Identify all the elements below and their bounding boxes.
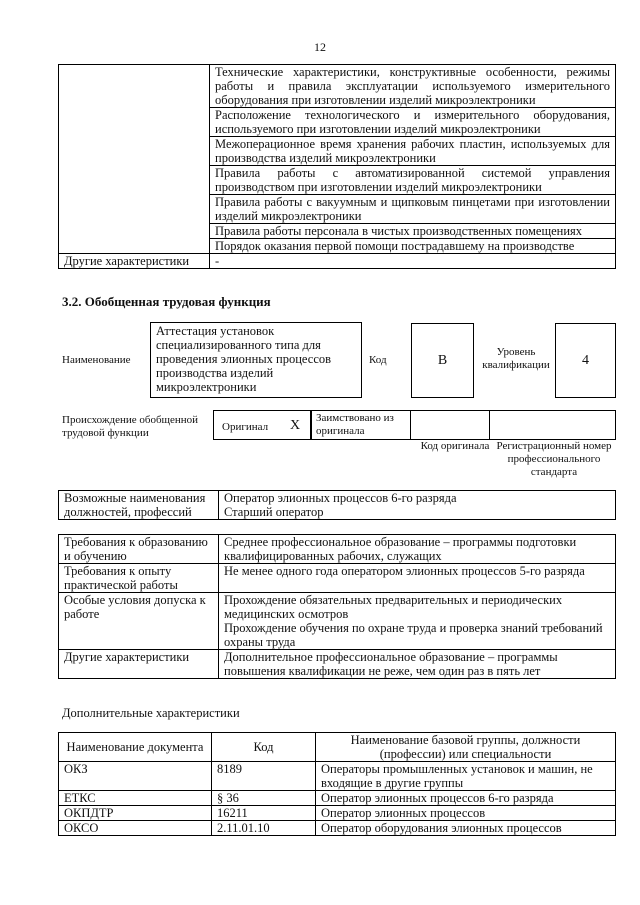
special-condition-item: Прохождение обучения по охране труда и проверка знаний требований охраны труда xyxy=(224,621,603,649)
section-title: 3.2. Обобщенная трудовая функция xyxy=(62,294,271,309)
original-label: Оригинал xyxy=(222,421,269,433)
doc-cell: ОКСО xyxy=(59,821,212,836)
origin-original-box xyxy=(213,410,311,440)
code-cell: § 36 xyxy=(212,791,316,806)
borrowed-box xyxy=(311,410,411,440)
code-box xyxy=(411,323,474,398)
special-condition-item: Прохождение обязательных предварительных и периодических медицинских осмотров xyxy=(224,593,563,621)
borrowed-label: Заимствовано из оригинала xyxy=(316,412,394,437)
header-code: Код xyxy=(212,733,316,762)
positions-label: Возможные наименования должностей, профессий xyxy=(59,491,219,520)
level-label: Уровень квалификации xyxy=(482,346,550,371)
function-name-box xyxy=(150,322,362,398)
original-code-box xyxy=(410,410,490,440)
additional-title: Дополнительные характеристики xyxy=(62,706,240,720)
knowledge-table xyxy=(58,64,616,269)
code-value: B xyxy=(437,352,448,368)
group-cell: Оператор элионных процессов xyxy=(316,806,616,821)
level-box xyxy=(555,323,616,398)
experience-label: Требования к опыту практической работы xyxy=(59,564,219,593)
other-characteristics-label: Другие характеристики xyxy=(59,254,210,269)
reg-number-box xyxy=(489,410,616,440)
doc-cell: ОКЗ xyxy=(59,762,212,791)
original-mark: X xyxy=(290,418,301,433)
group-cell: Оператор элионных процессов 6-го разряда xyxy=(316,791,616,806)
other-characteristics-value: - xyxy=(210,254,616,269)
positions-values xyxy=(219,491,616,520)
origin-label: Происхождение обобщенной трудовой функции xyxy=(62,414,199,439)
header-doc: Наименование документа xyxy=(59,733,212,762)
additional-table xyxy=(58,732,616,836)
position-item: Старший оператор xyxy=(224,505,324,519)
requirements-table xyxy=(58,534,616,679)
knowledge-row: Правила работы с автоматизированной системой управления производством при изготовлении изделий микроэлектроники xyxy=(210,166,616,195)
table-row xyxy=(59,821,616,836)
knowledge-row: Расположение технологического и измерительного оборудования, используемого при изготовлении изделий микроэлектроники xyxy=(210,108,616,137)
group-cell: Оператор оборудования элионных процессов xyxy=(316,821,616,836)
table-row xyxy=(59,762,616,791)
reg-number-caption: Регистрационный номер профессионального стандарта xyxy=(496,440,612,478)
table-row xyxy=(59,806,616,821)
other-req-value: Дополнительное профессиональное образование – программы повышения квалификации не реже, чем один раз в пять лет xyxy=(219,650,616,679)
code-label: Код xyxy=(369,354,387,366)
knowledge-row: Межоперационное время хранения рабочих пластин, используемых для производства изделий микроэлектроники xyxy=(210,137,616,166)
doc-cell: ОКПДТР xyxy=(59,806,212,821)
code-original-caption: Код оригинала xyxy=(420,440,490,452)
special-conditions-values xyxy=(219,593,616,650)
page-number: 12 xyxy=(314,40,326,54)
header-group: Наименование базовой группы, должности (профессии) или специальности xyxy=(316,733,616,762)
knowledge-label-cell xyxy=(59,65,210,254)
code-cell: 2.11.01.10 xyxy=(212,821,316,836)
group-cell: Операторы промышленных установок и машин, не входящие в другие группы xyxy=(316,762,616,791)
function-name-value: Аттестация установок специализированного типа для проведения элионных процессов производства изделий микроэлектроники xyxy=(156,324,332,394)
position-item: Оператор элионных процессов 6-го разряда xyxy=(224,491,457,505)
special-conditions-label: Особые условия допуска к работе xyxy=(59,593,219,650)
education-label: Требования к образованию и обучению xyxy=(59,535,219,564)
level-value: 4 xyxy=(582,352,589,368)
knowledge-row: Технические характеристики, конструктивные особенности, режимы работы и правила эксплуатации используемого измерительного оборудования при изготовлении изделий микроэлектроники xyxy=(210,65,616,108)
experience-value: Не менее одного года оператором элионных процессов 5-го разряда xyxy=(219,564,616,593)
other-req-label: Другие характеристики xyxy=(59,650,219,679)
doc-cell: ЕТКС xyxy=(59,791,212,806)
education-value: Среднее профессиональное образование – программы подготовки квалифицированных рабочих, служащих xyxy=(219,535,616,564)
code-cell: 8189 xyxy=(212,762,316,791)
knowledge-row: Правила работы персонала в чистых производственных помещениях xyxy=(210,224,616,239)
knowledge-row: Порядок оказания первой помощи пострадавшему на производстве xyxy=(210,239,616,254)
positions-table xyxy=(58,490,616,520)
table-row xyxy=(59,791,616,806)
knowledge-row: Правила работы с вакуумным и щипковым пинцетами при изготовлении изделий микроэлектроники xyxy=(210,195,616,224)
name-label: Наименование xyxy=(62,354,131,366)
code-cell: 16211 xyxy=(212,806,316,821)
